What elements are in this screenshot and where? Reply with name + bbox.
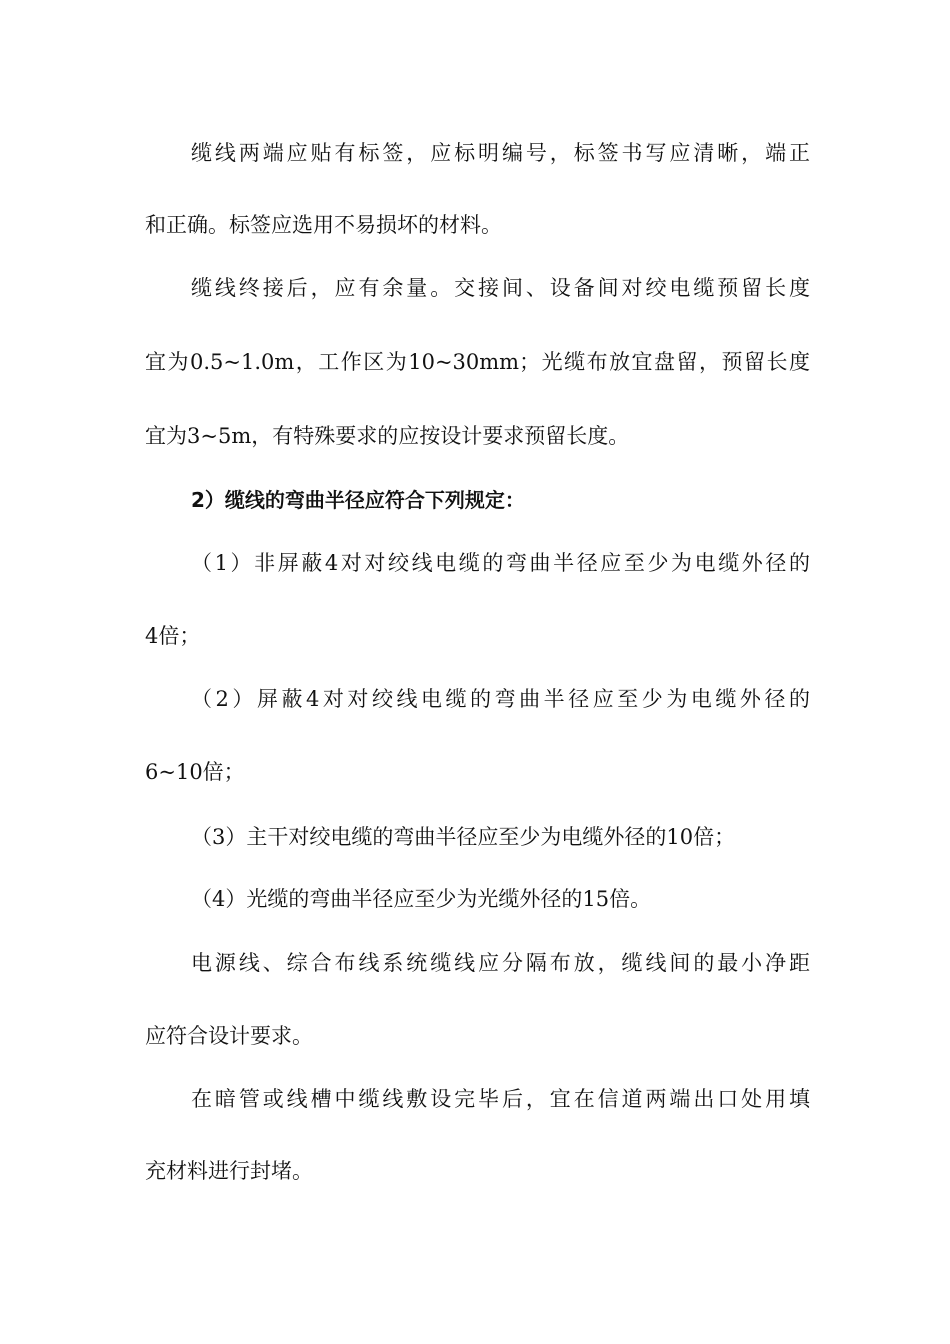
paragraph-slack-line-3: 宜为3~5m，有特殊要求的应按设计要求预留长度。: [145, 424, 630, 448]
list-item-2-line-2: 6~10倍；: [145, 760, 245, 784]
paragraph-separation-line-2: 应符合设计要求。: [145, 1024, 313, 1048]
paragraph-separation-line-1: 电源线、综合布线系统缆线应分隔布放，缆线间的最小净距: [191, 951, 810, 975]
list-item-3: （3）主干对绞电缆的弯曲半径应至少为电缆外径的10倍；: [191, 825, 736, 849]
paragraph-label-line-1: 缆线两端应贴有标签，应标明编号，标签书写应清晰，端正: [191, 141, 810, 165]
list-item-2-line-1: （2）屏蔽4对对绞线电缆的弯曲半径应至少为电缆外径的: [191, 687, 810, 711]
paragraph-sealing-line-1: 在暗管或线槽中缆线敷设完毕后，宜在信道两端出口处用填: [191, 1087, 810, 1111]
paragraph-label-line-2: 和正确。标签应选用不易损坏的材料。: [145, 213, 502, 237]
paragraph-slack-line-1: 缆线终接后，应有余量。交接间、设备间对绞电缆预留长度: [191, 276, 810, 300]
list-item-1-line-1: （1）非屏蔽4对对绞线电缆的弯曲半径应至少为电缆外径的: [191, 551, 810, 575]
paragraph-slack-line-2: 宜为0.5~1.0m，工作区为10~30mm；光缆布放宜盘留，预留长度: [145, 350, 810, 374]
list-item-4: （4）光缆的弯曲半径应至少为光缆外径的15倍。: [191, 887, 652, 911]
list-item-1-line-2: 4倍；: [145, 624, 201, 648]
paragraph-sealing-line-2: 充材料进行封堵。: [145, 1159, 313, 1183]
section-heading: 2）缆线的弯曲半径应符合下列规定：: [191, 488, 525, 512]
